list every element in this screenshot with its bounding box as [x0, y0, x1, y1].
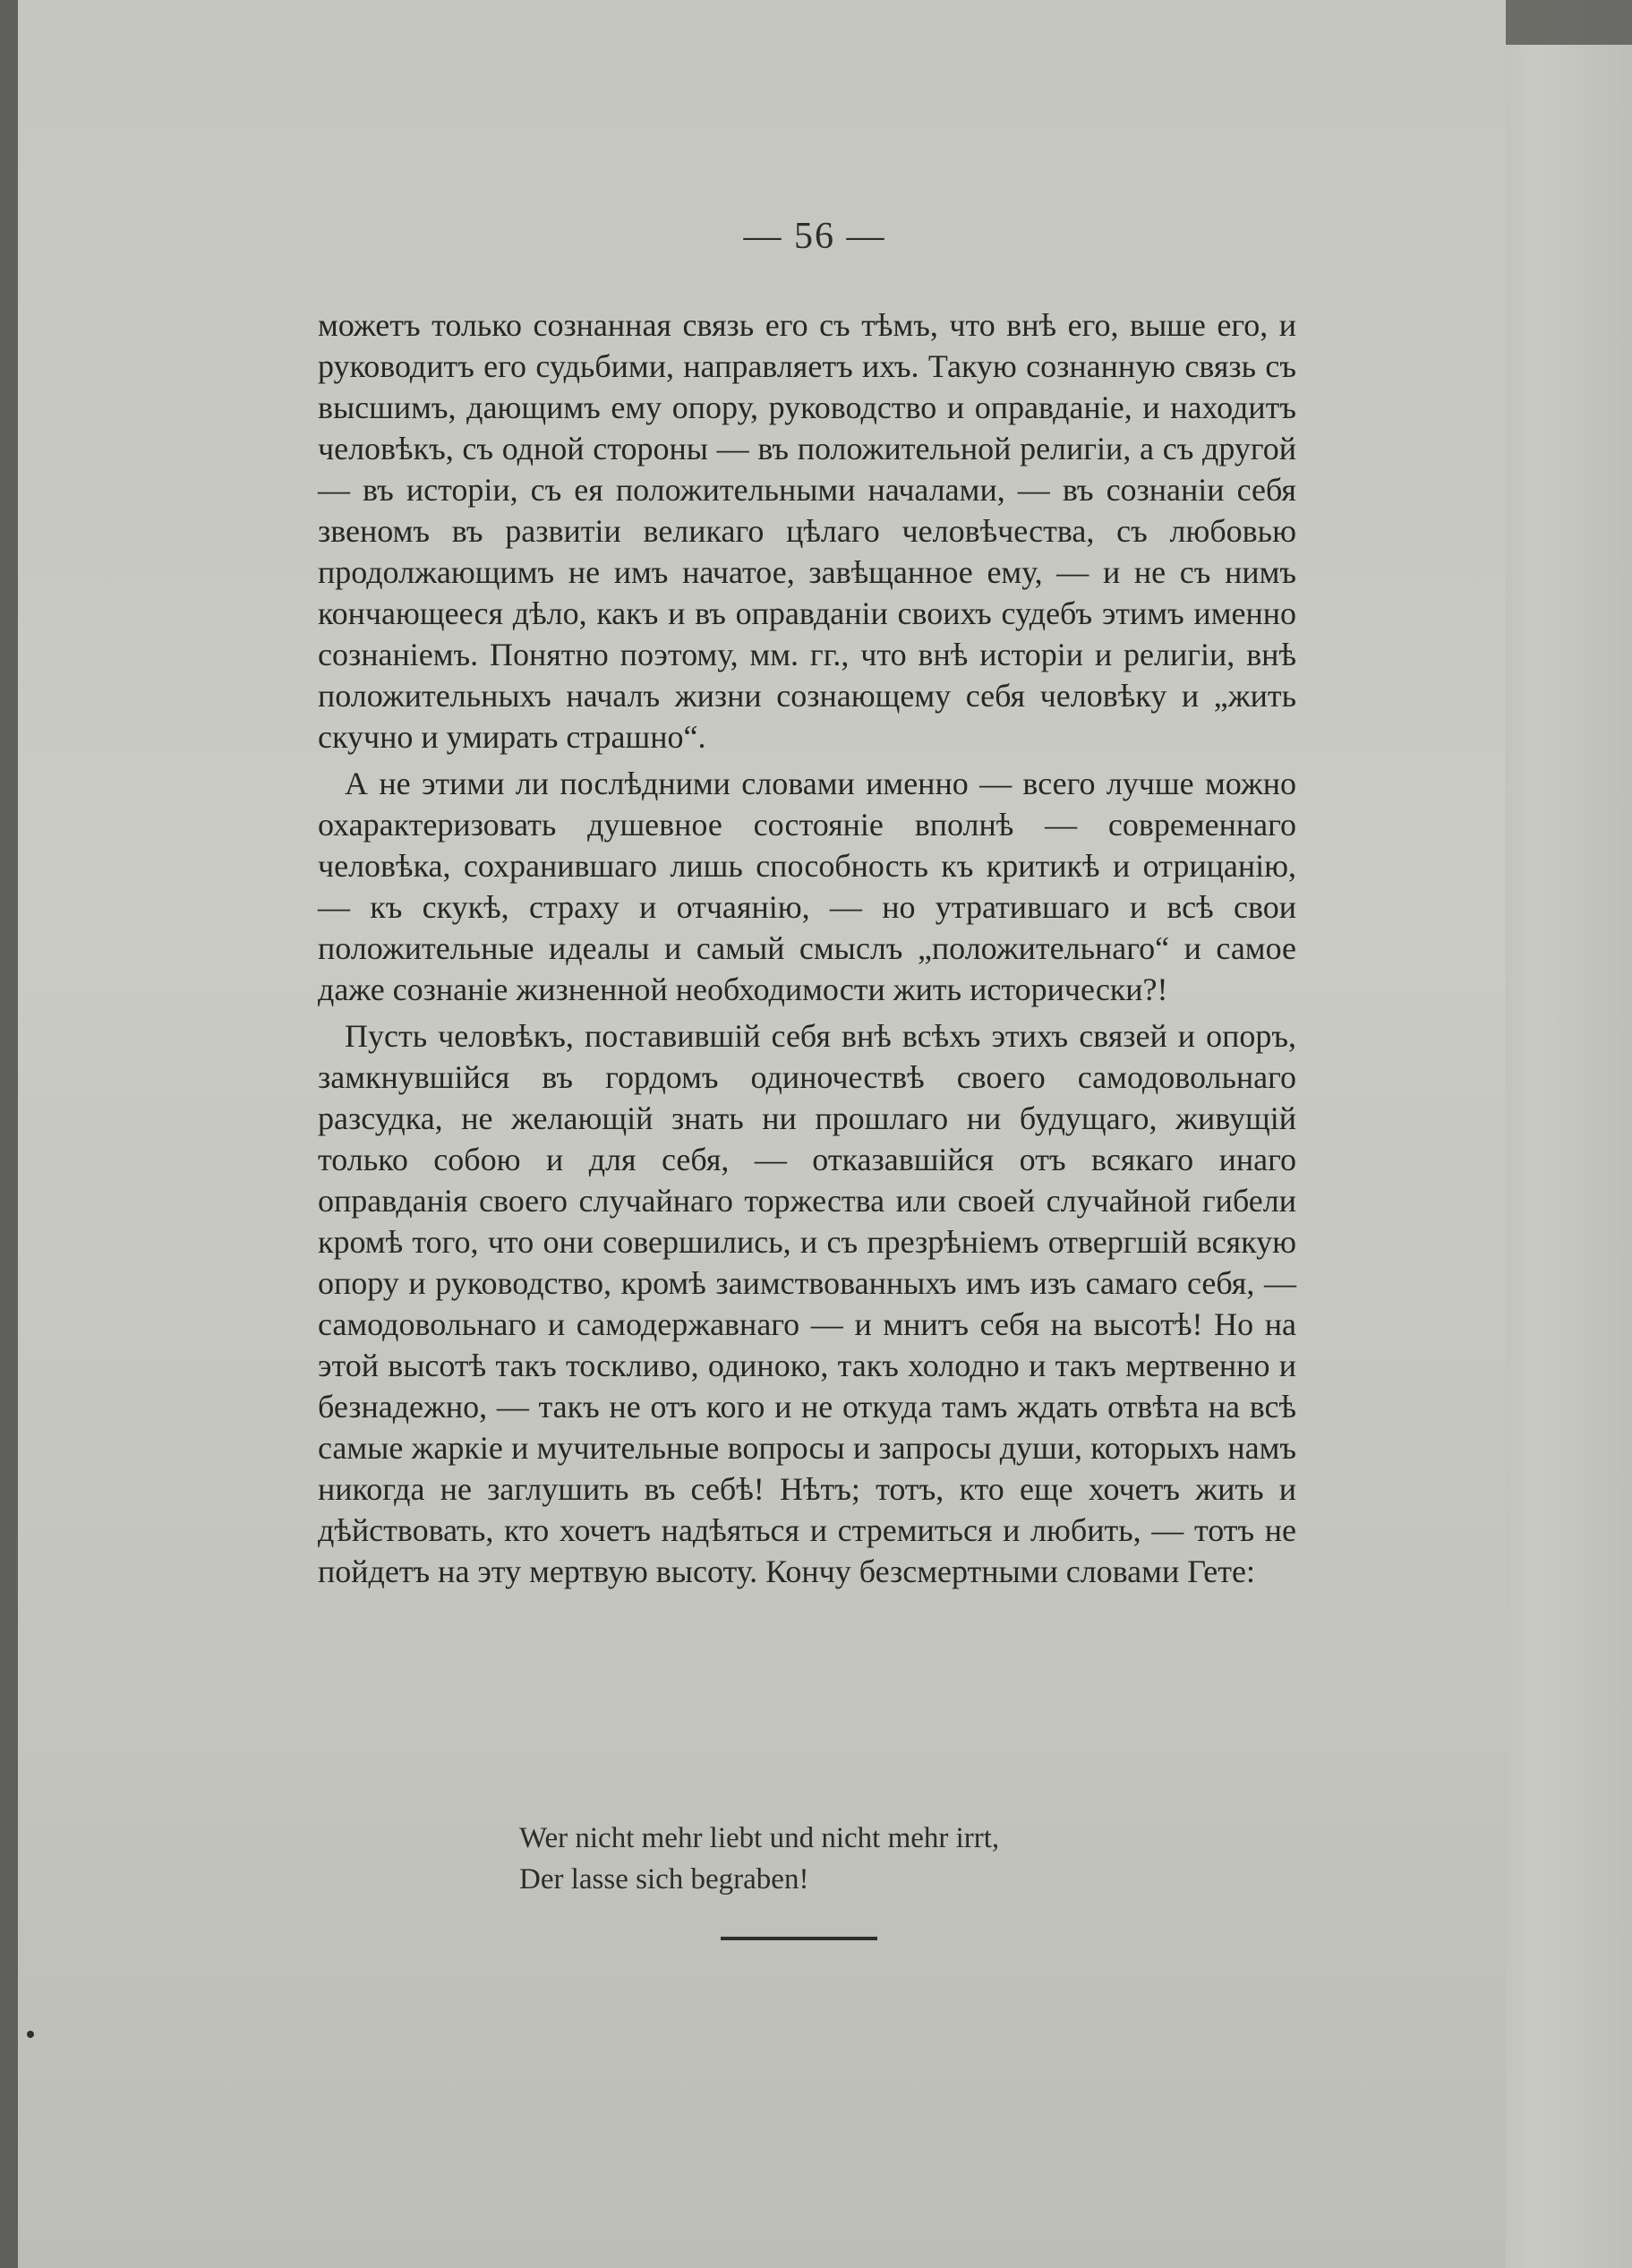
page-number: — 56 —: [743, 216, 886, 257]
ink-dot: [27, 2031, 34, 2038]
body-text: [318, 304, 1296, 1592]
paragraph: Пусть человѣкъ, поставившій себя внѣ всѣхъ этихъ связей и опоръ, замкнувшійся въ гордомъ одиночествѣ своего самодовольнаго разсудка, не желающій знать ни прошлаго ни будущаго, живущій только собою и для себя, — отказавшійся отъ всякаго инаго оправданія своего случайнаго торжества или своей случайной гибели кромѣ того, что они совершились, и съ презрѣніемъ отвергшій всякую опору и руководство, кромѣ заимствованныхъ имъ изъ самаго себя, — самодовольнаго и самодержавнаго — и мнитъ себя на высотѣ! Но на этой высотѣ такъ тоскливо, одиноко, такъ холодно и такъ мертвенно и безнадежно, — такъ не отъ кого и не откуда тамъ ждать отвѣта на всѣ самые жаркіе и мучительные вопросы и запросы души, которыхъ намъ никогда не заглушить въ себѣ! Нѣтъ; тотъ, кто еще хочетъ жить и дѣйствовать, кто хочетъ надѣяться и стремиться и любить, — тотъ не пойдетъ на эту мертвую высоту. Кончу безсмертными словами Гете:: [318, 1018, 1296, 1589]
quote-line: Der lasse sich begraben!: [519, 1863, 809, 1896]
paragraph: можетъ только сознанная связь его съ тѣмъ, что внѣ его, выше его, и руководитъ его судьбими, направляетъ ихъ. Такую сознанную связь съ высшимъ, дающимъ ему опору, руководство и оправданіе, и находитъ человѣкъ, съ одной стороны — въ положительной религіи, а съ другой — въ исторіи, съ ея положительными началами, — въ сознаніи себя звеномъ въ развитіи великаго цѣлаго человѣчества, съ любовью продолжающимъ не имъ начатое, завѣщанное ему, — и не съ нимъ кончающееся дѣло, какъ и въ оправданіи своихъ судебъ этимъ именно сознаніемъ. Понятно поэтому, мм. гг., что внѣ исторіи и религіи, внѣ положительныхъ началъ жизни сознающему себя человѣку и „жить скучно и умирать страшно“.: [318, 307, 1296, 755]
end-rule: [721, 1937, 877, 1940]
goethe-quote: [519, 1818, 1235, 1900]
paragraph: А не этими ли послѣдними словами именно — всего лучше можно охарактеризовать душевное состояніе вполнѣ — современнаго человѣка, сохранившаго лишь способность къ критикѣ и отрицанію, — къ скукѣ, страху и отчаянію, — но утратившаго и всѣ свои положительные идеалы и самый смыслъ „положительнаго“ и самое даже сознаніе жизненной необходимости жить исторически?!: [318, 766, 1296, 1007]
quote-line: Wer nicht mehr liebt und nicht mehr irrt,: [519, 1822, 1000, 1854]
